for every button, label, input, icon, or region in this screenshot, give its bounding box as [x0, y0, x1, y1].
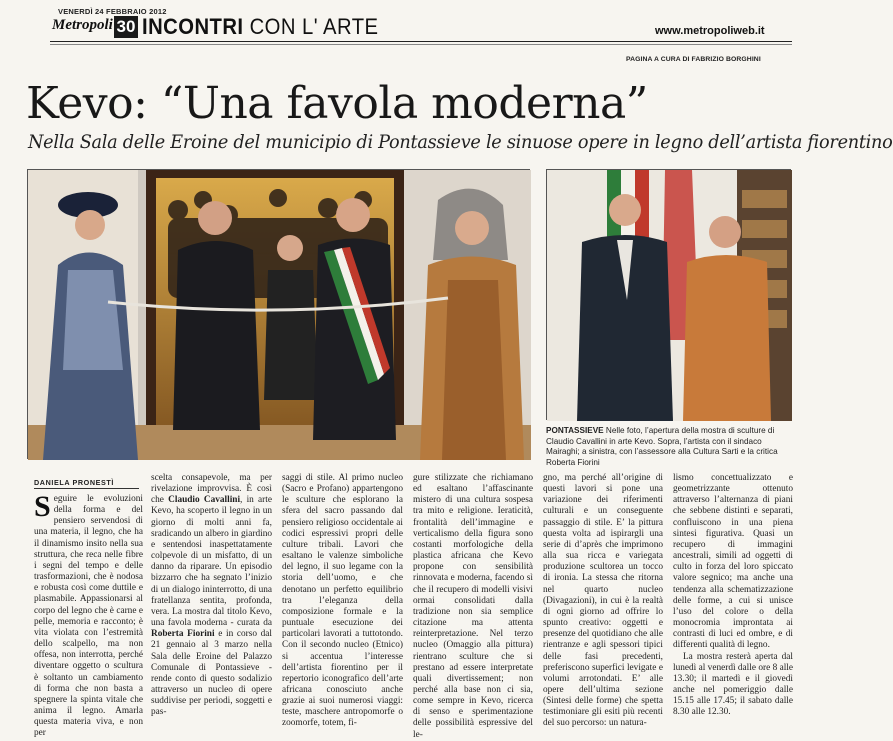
section-title-bold: INCONTRI — [142, 14, 244, 39]
headline: Kevo: “Una favola moderna” — [26, 78, 648, 129]
caption-place: PONTASSIEVE — [546, 426, 604, 435]
artist-name: Claudio Cavallini — [168, 495, 241, 506]
page-number: 30 — [114, 16, 138, 38]
article-column-4: gure stilizzate che richiamano ed esaltano l’affascinante mistero di una cultura sospesa tra mito e religione. Ieraticità, frontalità dell’immagine e verticalismo della figura sono costanti morfologiche della plastica africana che Kevo propone con sensibilità rinnovata e moderna, facendo sì che il recupero di modelli visivi ormai consolidati dalla tradizione non sia semplice citazione ma attenta reinterpretazione. Nel terzo nucleo (Omaggio alla pittura) rientrano sculture che si prestano ad essere interpretate quali divertissement; non perché alla base non ci sia, come sempre in Kevo, ricerca di senso e sperimentazione delle possibilità espressive del le- — [413, 473, 533, 740]
byline: DANIELA PRONESTÌ — [34, 478, 115, 487]
photo-artist-with-mayor-illustration — [547, 170, 792, 421]
column-2-text-c: , in arte Kevo, ha scoperto il legno in un giorno di molti anni fa, sradicando un albero in giardino e sentendosi inaspettatamente colpevole di un misfatto, di un danno da riparare. Un episodio bizzarro che ha segnato l’inizio di un dialogo ininterrotto, di una fratellanza sentita, profonda, vera. La mostra dal titolo Kevo, una favola moderna - curata da — [151, 495, 272, 629]
newspaper-name: Metropoli — [52, 17, 113, 33]
drop-cap: S — [34, 490, 51, 523]
subheadline: Nella Sala delle Eroine del municipio di Pontassieve le sinuose opere in legno dell’artista fiorentino — [28, 131, 893, 153]
byline-rule — [34, 488, 139, 489]
article-column-6 — [673, 473, 793, 718]
photo-artist-with-mayor — [546, 169, 791, 420]
header-rule-thin — [50, 44, 792, 45]
column-1-text: eguire le evoluzioni della forma e del pensiero servendosi di una materia, il legno, che ha il dinamismo insito nella sua struttura, che reca nelle fibre i segni del tempo e delle trasformazioni, che è nodosa e robusta così come duttile e plasmabile. Appassionarsi al corpo del legno che è carne e pelle, memoria e racconto; è vita violata con l’estremità dello scalpello, ma non offesa, non interrotta, perché diventare oggetto o scultura è soltanto un cambiamento di forma che non basta a spegnere la spinta vitale che anima il legno. Amarla questa materia viva, e non per — [34, 494, 143, 739]
photo-ribbon-cutting — [27, 169, 530, 459]
column-6-text: lismo concettualizzato e geometrizzante ottenuto attraverso l’alternanza di piani che sebbene distinti e separati, confluiscono in una piena sintesi figurativa. Quasi un recupero di immagini ancestrali, simili ad oggetti di culto in forza del loro spiccato valore segnico; ma anche una tendenza alla schematizzazione delle forme, a cui si unisce l’uso del colore o della monocromia improntata ai contrasti di luci ed ombre, e di differenti qualità di legno. — [673, 473, 793, 651]
opening-hours: La mostra resterà aperta dal lunedì al venerdì dalle ore 8 alle 13.30; il martedì e il giovedì anche nel pomeriggio dalle 15.15 alle 17.45; il sabato dalle 8.30 alle 12.30. — [673, 651, 793, 718]
photo-ribbon-cutting-illustration — [28, 170, 531, 460]
curator-name: Roberta Fiorini — [151, 629, 215, 640]
section-title — [142, 14, 379, 40]
website-url[interactable]: www.metropoliweb.it — [655, 25, 765, 37]
caption-text: Nelle foto, l’apertura della mostra di sculture di Claudio Cavallini in arte Kevo. Sopra, l’artista con il sindaco Mairaghi; a sinistra, con l’assessore alla Cultura Sarti e la critica Roberta Fiorini — [546, 426, 778, 467]
column-2-text-a: scelta consapevole, ma per rivelazione improvvisa. È così che — [151, 473, 272, 506]
photo-caption — [546, 426, 794, 468]
header-rule — [50, 41, 792, 42]
column-2-text-d: e in corso dal 21 gennaio al 3 marzo nella Sala delle Eroine del Palazzo Comunale di Pontassieve - rende conto di questo sodalizio attraverso un nucleo di opere suddivise per periodi, soggetti e pas- — [151, 629, 272, 718]
article-column-2 — [151, 473, 272, 718]
article-column-3: saggi di stile. Al primo nucleo (Sacro e Profano) appartengono le sculture che esplorano la sfera del sacro passando dal pensiero religioso occidentale ai codici espressivi propri delle culture tribali. Lavori che esaltano le valenze simboliche del legno, il suo legame con la storia dell’uomo, e che denotano un perfetto equilibrio tra l’eleganza della composizione formale e la puntuale esecuzione dei particolari lavorati a tuttotondo. Con il secondo nucleo (Etnico) si accentua l’interesse dell’artista fiorentino per il repertorio iconografico dell’arte africana conosciuto anche grazie ai suoi numerosi viaggi: teste, maschere antropomorfe o zoomorfe, totem, fi- — [282, 473, 403, 729]
article-column-1 — [34, 490, 143, 739]
page-credit: PAGINA A CURA DI FABRIZIO BORGHINI — [626, 56, 761, 63]
section-title-thin: CON L' ARTE — [249, 14, 379, 39]
issue-date: VENERDÌ 24 FEBBRAIO 2012 — [58, 7, 167, 16]
article-column-5: gno, ma perché all’origine di questi lavori si pone una variazione dei riferimenti culturali e un conseguente passaggio di stile. E’ la pittura questa volta ad ispirargli una serie di d’après che imprimono alla sua ricca e variegata produzione scultorea un tocco di ironia. La stessa che ritorna nel quarto nucleo (Divagazioni), in cui è la realtà di ogni giorno ad offrire lo spunto creativo: oggetti e presenze del quotidiano che alle rientranze e agli spessori tipici delle fasi precedenti, preferiscono superfici levigate e volumi arrotondati. E’ alle opere dell’ultima sezione (Sintesi delle forme) che spetta testimoniare gli esiti più recenti del suo percorso: un natura- — [543, 473, 663, 729]
